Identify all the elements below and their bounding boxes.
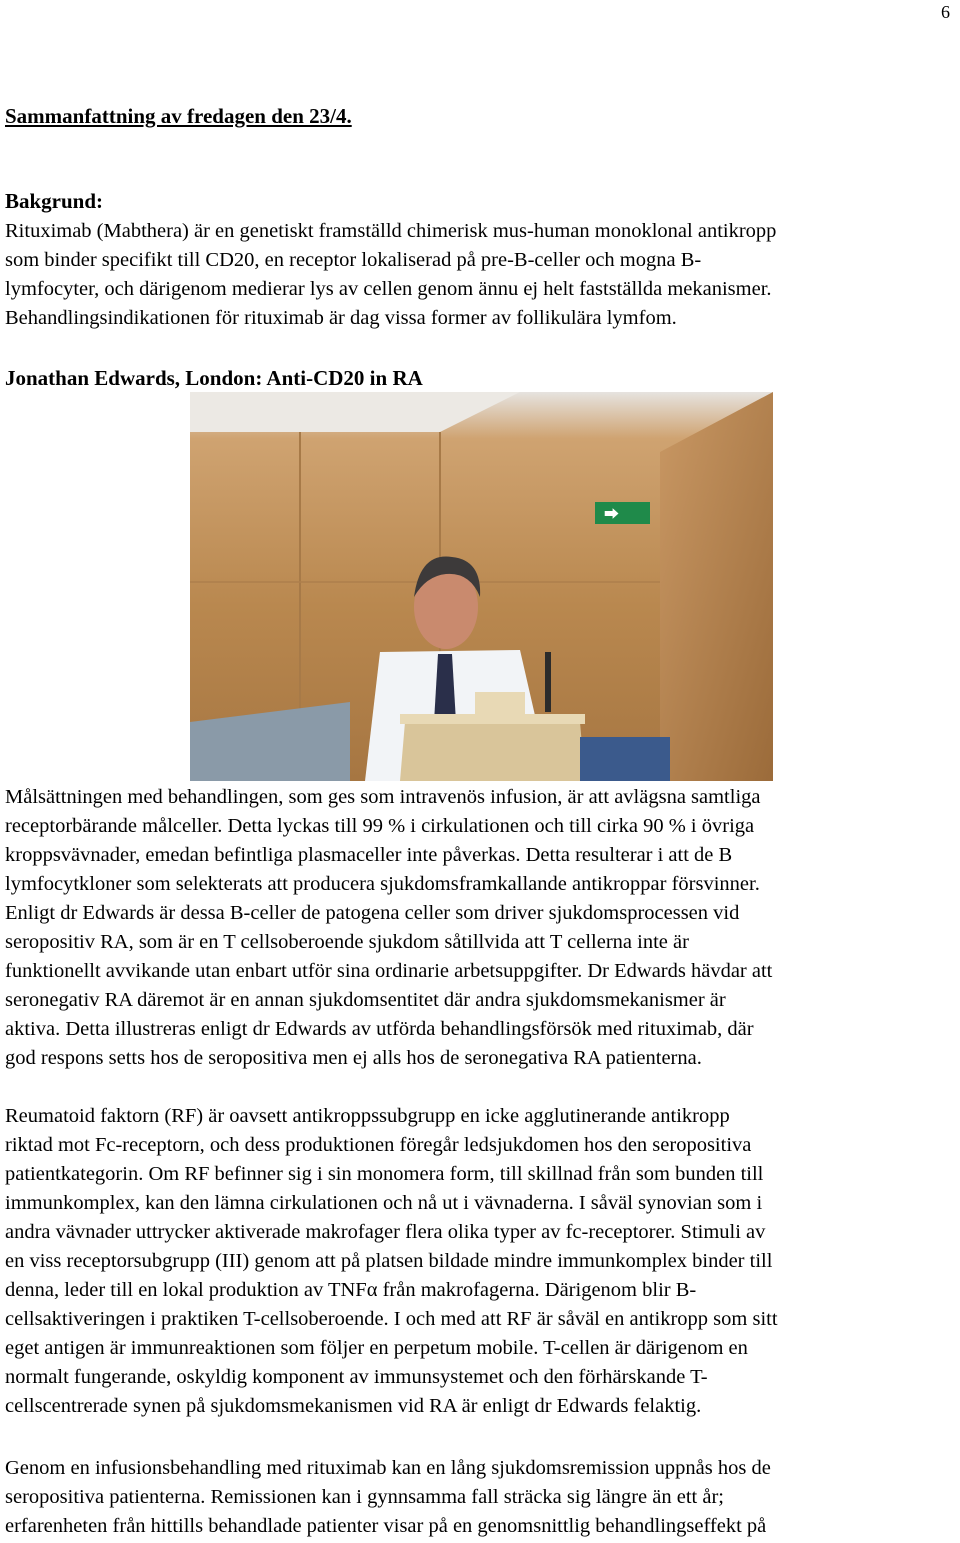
text-line: andra vävnader uttrycker aktiverade makrofager flera olika typer av fc-receptorer. Stimuli av (5, 1221, 766, 1243)
text-line: Reumatoid faktorn (RF) är oavsett antikroppssubgrupp en icke agglutinerande antikropp (5, 1105, 730, 1127)
text-line: en viss receptorsubgrupp (III) genom att på platsen bildade mindre immunkomplex binder till (5, 1250, 773, 1272)
background-paragraph (5, 217, 960, 333)
text-line: kroppsvävnader, emedan befintliga plasmaceller inte påverkas. Detta resulterar i att de B (5, 844, 733, 866)
text-line: patientkategorin. Om RF befinner sig i sin monomera form, till skillnad från som bunden till (5, 1163, 764, 1185)
background-heading: Bakgrund: (5, 189, 104, 213)
text-line: aktiva. Detta illustreras enligt dr Edwards av utförda behandlingsförsök med rituximab, där (5, 1018, 754, 1040)
page-title: Sammanfattning av fredagen den 23/4. (5, 104, 352, 128)
text-line: Rituximab (Mabthera) är en genetiskt framställd chimerisk mus-human monoklonal antikropp (5, 220, 777, 242)
microphone (545, 652, 551, 712)
text-line: Enligt dr Edwards är dessa B-celler de patogena celler som driver sjukdomsprocessen vid (5, 902, 740, 924)
text-line: receptorbärande målceller. Detta lyckas till 99 % i cirkulationen och till cirka 90 % i övriga (5, 815, 755, 837)
text-line: god respons setts hos de seropositiva men ej alls hos de seronegativa RA patienterna. (5, 1047, 702, 1069)
text-line: immunkomplex, kan den lämna cirkulationen och nå ut i vävnaderna. I såväl synovian som i (5, 1192, 763, 1214)
paragraph-rf (5, 1102, 960, 1421)
text-line: normalt fungerande, oskyldig komponent av immunsystemet och den förhärskande T- (5, 1366, 708, 1388)
text-line: erfarenheten från hittills behandlade patienter visar på en genomsnittlig behandlingseffekt på (5, 1515, 767, 1537)
text-line: riktad mot Fc-receptorn, och dess produktionen föregår ledsjukdomen hos den seropositiva (5, 1134, 752, 1156)
text-line: som binder specifikt till CD20, en receptor lokaliserad på pre-B-celler och mogna B- (5, 249, 702, 271)
speaker-photo (190, 392, 773, 781)
text-line: Genom en infusionsbehandling med rituximab kan en lång sjukdomsremission uppnås hos de (5, 1457, 771, 1479)
text-line: seronegativ RA däremot är en annan sjukdomsentitet där andra sjukdomsmekanismer är (5, 989, 726, 1011)
text-line: denna, leder till en lokal produktion av TNFα från makrofagerna. Därigenom blir B- (5, 1279, 697, 1301)
text-line: cellscentrerade synen på sjukdomsmekanismen vid RA är enligt dr Edwards felaktig. (5, 1395, 702, 1417)
text-line: cellsaktiveringen i praktiken T-cellsoberoende. I och med att RF är såväl en antikropp som sitt (5, 1308, 778, 1330)
text-line: seropositiva patienterna. Remissionen kan i gynnsamma fall sträcka sig längre än ett år; (5, 1486, 724, 1508)
paragraph-goals (5, 783, 960, 1073)
text-line: Behandlingsindikationen för rituximab är dag vissa former av follikulära lymfom. (5, 307, 677, 329)
talk-heading: Jonathan Edwards, London: Anti-CD20 in RA (5, 366, 423, 390)
text-line: eget antigen är immunreaktionen som följer en perpetum mobile. T-cellen är därigenom en (5, 1337, 748, 1359)
text-line: lymfocyter, och därigenom medierar lys av cellen genom ännu ej helt fastställda mekanismer. (5, 278, 772, 300)
right-wall-panel (660, 392, 773, 781)
text-line: seropositiv RA, som är en T cellsoberoende sjukdom såtillvida att T cellerna inte är (5, 931, 689, 953)
svg-text:⮕: ⮕ (604, 505, 620, 523)
text-line: Målsättningen med behandlingen, som ges som intravenös infusion, är att avlägsna samtliga (5, 786, 761, 808)
page-number: 6 (941, 2, 950, 22)
podium (400, 722, 585, 781)
text-line: lymfocytkloner som selekterats att producera sjukdomsframkallande antikroppar försvinner. (5, 873, 760, 895)
paragraph-treatment (5, 1454, 960, 1541)
text-line: funktionellt avvikande utan enbart utför sina ordinarie arbetsuppgifter. Dr Edwards hävdar att (5, 960, 773, 982)
